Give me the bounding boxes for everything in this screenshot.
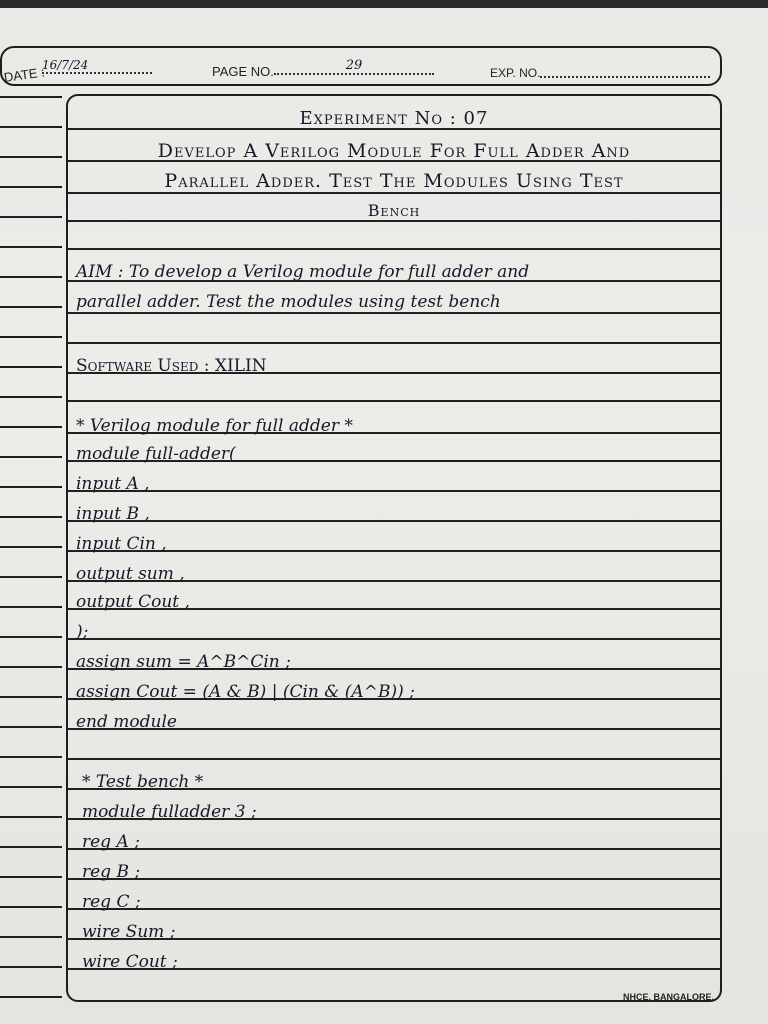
testbench-line: reg A ; — [82, 832, 140, 852]
module-line: input B , — [76, 504, 150, 524]
exp-no-label: EXP. NO. — [490, 66, 541, 80]
date-value: 16/7/24 — [42, 58, 152, 74]
module-line: input A , — [76, 474, 150, 494]
page-no-value: 29 — [274, 58, 434, 75]
testbench-line: reg C ; — [82, 892, 141, 912]
title-line-1: Develop A Verilog Module For Full Adder And — [157, 140, 631, 162]
module-line: output sum , — [76, 564, 185, 584]
date-label: DATE : — [2, 64, 46, 85]
title-line-3: Bench — [367, 201, 421, 220]
writing-area — [66, 94, 722, 1002]
testbench-line: wire Cout ; — [82, 952, 178, 972]
module-line: end module — [76, 712, 177, 732]
testbench-line: reg B ; — [82, 862, 141, 882]
testbench-heading: * Test bench * — [82, 772, 204, 792]
software-used: Software Used : XILIN — [76, 356, 267, 376]
testbench-line: module fulladder 3 ; — [82, 802, 257, 822]
module-line: ); — [76, 622, 89, 642]
experiment-number: Experiment No : 07 — [299, 108, 489, 129]
aim-line-1: AIM : To develop a Verilog module for full adder and — [76, 262, 530, 282]
page-no-label: PAGE NO. — [212, 64, 274, 79]
notebook-page — [0, 8, 768, 1024]
module-line: assign sum = A^B^Cin ; — [76, 652, 291, 672]
module-line: input Cin , — [76, 534, 167, 554]
exp-no-field — [540, 62, 710, 78]
footer-institution: NHCE, BANGALORE. — [622, 992, 714, 1002]
module-line: module full-adder( — [76, 444, 236, 464]
aim-line-2: parallel adder. Test the modules using test bench — [76, 292, 501, 312]
page-header-box — [0, 46, 722, 86]
title-line-2: Parallel Adder. Test The Modules Using Test — [164, 170, 624, 192]
testbench-line: wire Sum ; — [82, 922, 176, 942]
module-line: assign Cout = (A & B) | (Cin & (A^B)) ; — [76, 682, 415, 702]
left-margin-column — [0, 96, 62, 1002]
module-heading: * Verilog module for full adder * — [76, 416, 353, 436]
module-line: output Cout , — [76, 592, 190, 612]
